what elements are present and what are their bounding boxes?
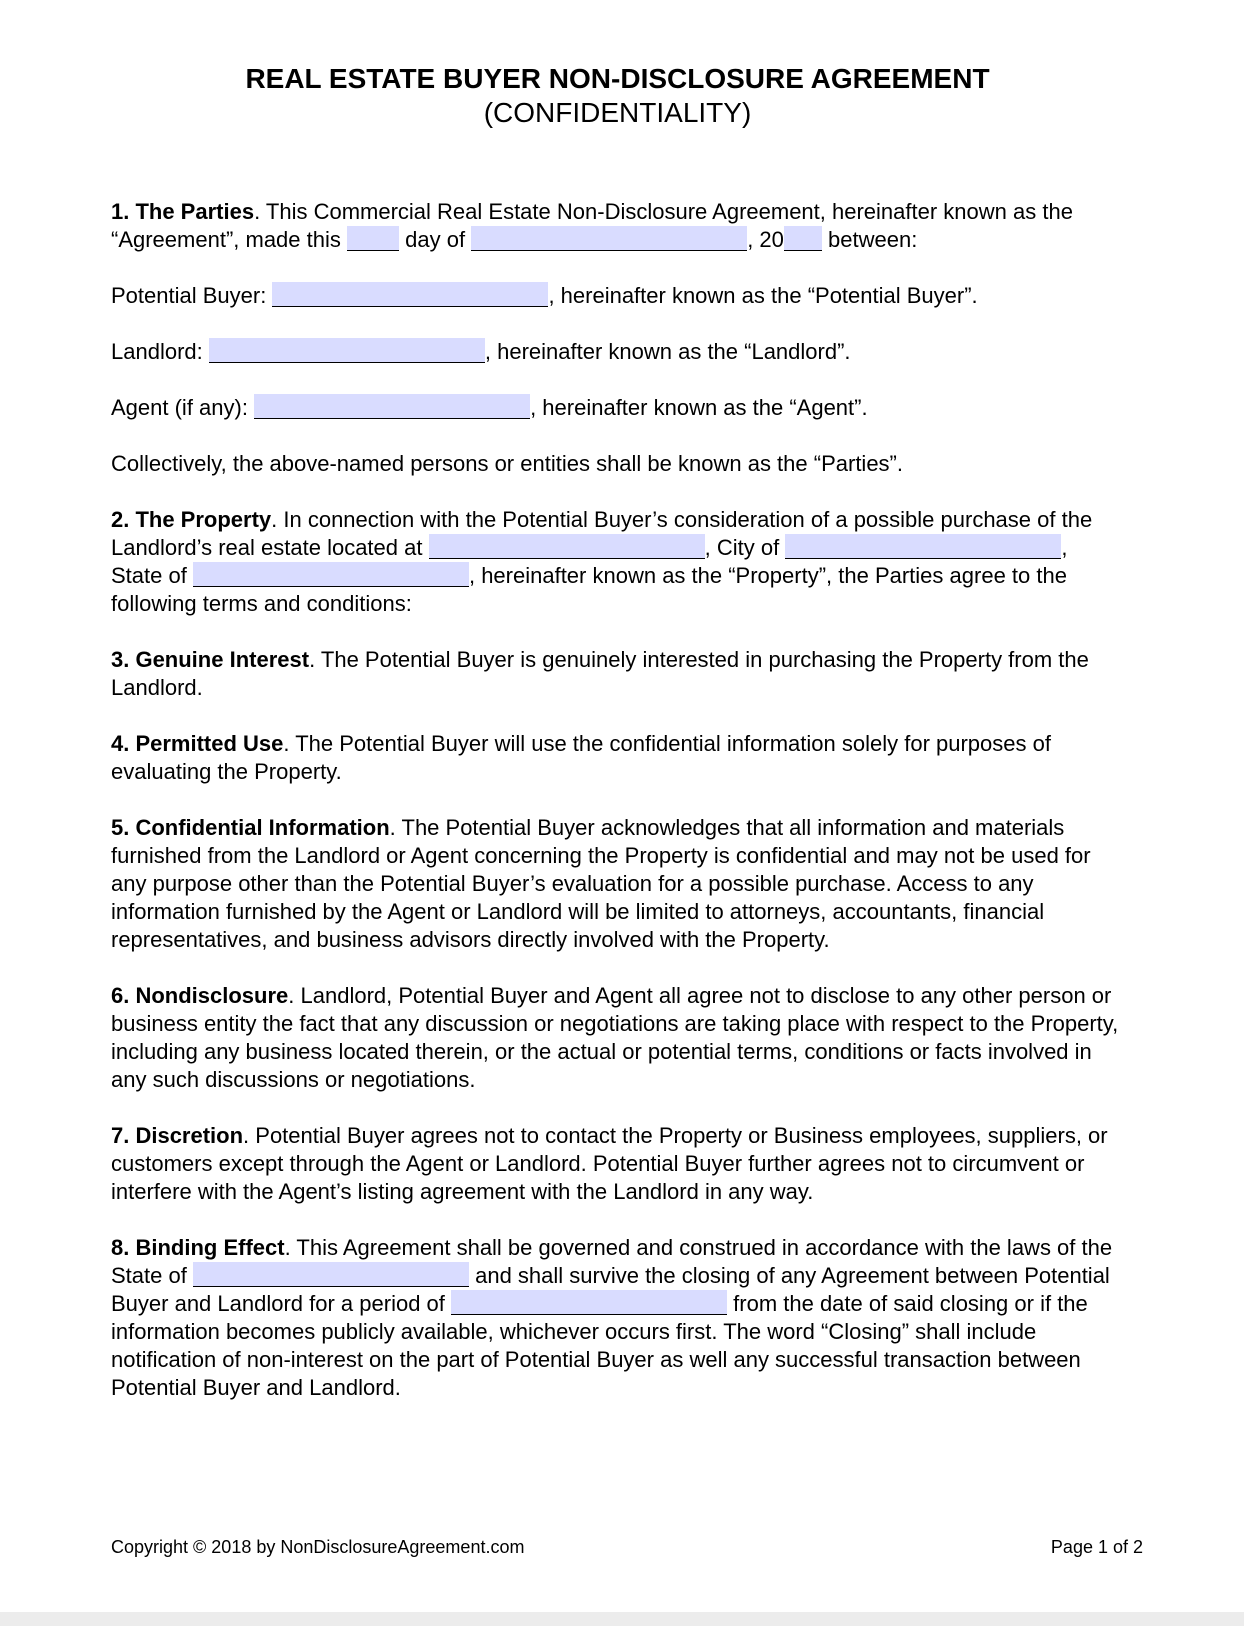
section-heading: 1. The Parties <box>111 199 255 224</box>
field-suffix: , hereinafter known as the “Agent”. <box>530 395 868 420</box>
document-subtitle: (CONFIDENTIALITY) <box>483 97 752 128</box>
section-heading: 3. Genuine Interest <box>111 647 310 672</box>
field-suffix: , hereinafter known as the “Potential Buyer”. <box>548 283 978 308</box>
property-city-field[interactable] <box>785 534 1061 559</box>
section-text: and shall survive the closing of any Agreement between Potential Buyer and Landlord for a period of <box>111 1263 1110 1316</box>
section-property <box>111 506 1124 618</box>
page-gap <box>0 1612 1244 1626</box>
section-text: . The Potential Buyer will use the confidential information solely for purposes of evaluating the Property. <box>111 731 1051 784</box>
section-heading: 5. Confidential Information <box>111 815 390 840</box>
section-heading: 6. Nondisclosure <box>111 983 289 1008</box>
section-heading: 2. The Property <box>111 507 272 532</box>
potential-buyer-name-field[interactable] <box>272 282 548 307</box>
year-field[interactable] <box>784 226 822 251</box>
governing-state-field[interactable] <box>193 1262 469 1287</box>
section-text: , 20 <box>747 227 784 252</box>
day-field[interactable] <box>347 226 399 251</box>
agent-line <box>111 394 1124 422</box>
section-text: . In connection with the Potential Buyer’s consideration of a possible purchase of the Landlord’s real estate located at <box>111 507 1093 560</box>
property-state-field[interactable] <box>193 562 469 587</box>
document-title: REAL ESTATE BUYER NON-DISCLOSURE AGREEMENT <box>245 63 990 94</box>
section-binding-effect <box>111 1234 1124 1402</box>
field-label: Agent (if any): <box>111 395 248 420</box>
section-text: . Landlord, Potential Buyer and Agent all agree not to disclose to any other person or business entity the fact that any discussion or negotiations are taking place with respect to the Property, including any business located therein, or the actual or potential terms, conditions or facts involved in any such discussions or negotiations. <box>111 983 1119 1092</box>
agent-name-field[interactable] <box>254 394 530 419</box>
landlord-name-field[interactable] <box>209 338 485 363</box>
page-footer <box>111 1537 1143 1558</box>
section-discretion <box>111 1122 1124 1206</box>
section-genuine-interest <box>111 646 1124 702</box>
copyright-text: Copyright © 2018 by NonDisclosureAgreement.com <box>111 1537 525 1557</box>
section-text: . Potential Buyer agrees not to contact the Property or Business employees, suppliers, or customers except through the Agent or Landlord. Potential Buyer further agrees not to circumvent or interfere with the Agent’s listing agreement with the Landlord in any way. <box>111 1123 1108 1204</box>
section-confidential-information <box>111 814 1124 954</box>
month-field[interactable] <box>471 226 747 251</box>
potential-buyer-line <box>111 282 1124 310</box>
section-text: . This Commercial Real Estate Non-Disclosure Agreement, hereinafter known as the “Agreement”, made this <box>111 199 1073 252</box>
section-text: . This Agreement shall be governed and construed in accordance with the laws of the State of <box>111 1235 1113 1288</box>
survival-period-field[interactable] <box>451 1290 727 1315</box>
section-heading: 7. Discretion <box>111 1123 244 1148</box>
field-label: Potential Buyer: <box>111 283 267 308</box>
section-heading: 8. Binding Effect <box>111 1235 285 1260</box>
section-text: day of <box>405 227 466 252</box>
section-text: from the date of said closing or if the information becomes publicly available, whichever occurs first. The word “Closing” shall include notification of non-interest on the part of Potential Buyer as well any successful transaction between Potential Buyer and Landlord. <box>111 1291 1088 1400</box>
field-suffix: , hereinafter known as the “Landlord”. <box>484 339 851 364</box>
collectively-text: Collectively, the above-named persons or entities shall be known as the “Parties”. <box>111 451 903 476</box>
page-number: Page 1 of 2 <box>1050 1537 1143 1557</box>
section-text: between: <box>828 227 918 252</box>
section-text: . The Potential Buyer acknowledges that all information and materials furnished from the Landlord or Agent concerning the Property is confidential and may not be used for any purpose other than the Potential Buyer’s evaluation for a possible purchase. Access to any information furnished by the Agent or Landlord will be limited to attorneys, accountants, financial representatives, and business advisors directly involved with the Property. <box>111 815 1091 952</box>
section-text: , State of <box>111 535 1068 588</box>
field-label: Landlord: <box>111 339 203 364</box>
landlord-line <box>111 338 1124 366</box>
section-text: . The Potential Buyer is genuinely interested in purchasing the Property from the Landlord. <box>111 647 1089 700</box>
property-address-field[interactable] <box>429 534 705 559</box>
section-heading: 4. Permitted Use <box>111 731 284 756</box>
section-text: , City of <box>704 535 780 560</box>
section-parties <box>111 198 1124 254</box>
section-text: , hereinafter known as the “Property”, the Parties agree to the following terms and conditions: <box>111 563 1067 616</box>
section-permitted-use <box>111 730 1124 786</box>
section-nondisclosure <box>111 982 1124 1094</box>
